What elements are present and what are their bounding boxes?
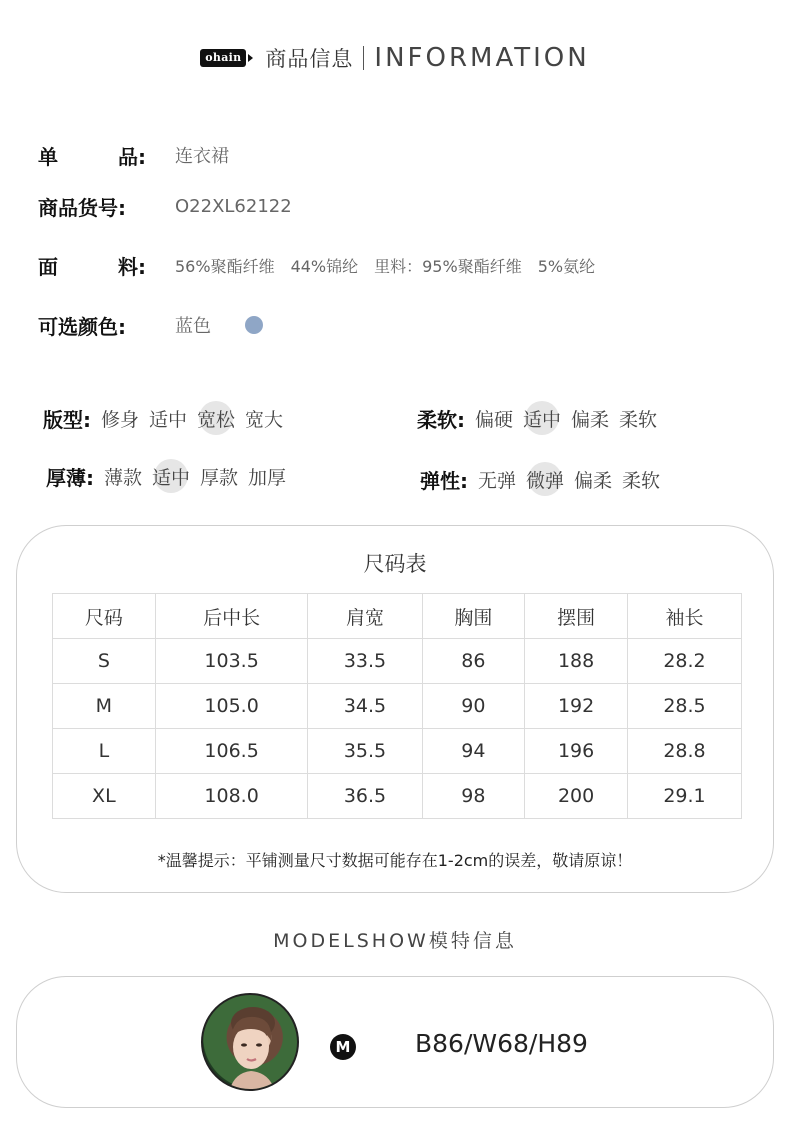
table-cell: 200 (525, 774, 628, 819)
table-header-cell: 胸围 (422, 594, 525, 639)
table-cell: 28.5 (627, 684, 741, 729)
color-swatch[interactable] (245, 316, 263, 334)
softness-option: 偏柔 (571, 408, 610, 431)
table-header-cell: 肩宽 (308, 594, 422, 639)
fabric-label-part: 面 (38, 254, 58, 279)
info-row-fabric (38, 250, 595, 280)
table-cell: S (53, 639, 156, 684)
info-row-color (38, 310, 263, 340)
table-cell: 29.1 (627, 774, 741, 819)
table-cell: 103.5 (155, 639, 308, 684)
table-cell: 192 (525, 684, 628, 729)
color-value: 蓝色 (175, 316, 211, 337)
section-header-information (0, 38, 790, 78)
item-label-part: 单 (38, 144, 58, 169)
model-info-panel (16, 976, 774, 1108)
table-row (53, 729, 742, 774)
table-cell: M (53, 684, 156, 729)
elasticity-option: 偏柔 (574, 469, 613, 492)
table-cell: 90 (422, 684, 525, 729)
table-cell: 94 (422, 729, 525, 774)
fit-option: 修身 (101, 408, 140, 431)
brand-logo-text: ohain (200, 49, 246, 67)
table-header-cell: 袖长 (627, 594, 741, 639)
info-row-sku (38, 191, 292, 221)
fit-label: 版型: (43, 407, 91, 432)
thickness-option: 适中 (152, 463, 190, 490)
elasticity-label: 弹性: (420, 468, 468, 493)
model-measurements: B86/W68/H89 (415, 1029, 588, 1058)
table-header-cell: 尺码 (53, 594, 156, 639)
measurement-tip: *温馨提示：平铺测量尺寸数据可能存在1-2cm的误差，敬请原谅！ (157, 851, 633, 870)
elasticity-option: 无弹 (478, 469, 517, 492)
softness-option: 偏硬 (475, 408, 514, 431)
table-cell: 28.8 (627, 729, 741, 774)
attr-row-elasticity (420, 464, 670, 494)
table-cell: 33.5 (308, 639, 422, 684)
color-label: 可选颜色: (38, 314, 126, 339)
fabric-value: 56%聚酯纤维 44%锦纶 里料：95%聚酯纤维 5%氨纶 (175, 256, 596, 276)
table-header-cell: 后中长 (155, 594, 308, 639)
thickness-option: 加厚 (248, 466, 287, 489)
softness-option: 适中 (523, 405, 561, 432)
sku-value: O22XL62122 (175, 195, 292, 217)
size-chart-table (52, 593, 742, 819)
table-row (53, 639, 742, 684)
elasticity-option: 柔软 (622, 469, 661, 492)
table-cell: 36.5 (308, 774, 422, 819)
attr-row-thickness (46, 461, 296, 491)
attr-row-fit (43, 403, 293, 433)
table-cell: 108.0 (155, 774, 308, 819)
table-cell: 98 (422, 774, 525, 819)
table-cell: 28.2 (627, 639, 741, 684)
item-label-part: 品: (118, 144, 146, 169)
softness-label: 柔软: (417, 407, 465, 432)
table-cell: 188 (525, 639, 628, 684)
thickness-option: 厚款 (200, 466, 239, 489)
softness-option: 柔软 (619, 408, 658, 431)
elasticity-option: 微弹 (526, 466, 564, 493)
brand-logo (200, 49, 253, 67)
size-chart-title: 尺码表 (363, 552, 427, 576)
table-cell: 196 (525, 729, 628, 774)
sku-label: 商品货号: (38, 195, 126, 220)
attr-row-softness (417, 403, 667, 433)
table-row (53, 684, 742, 729)
table-header-cell: 摆围 (525, 594, 628, 639)
info-row-item (38, 140, 229, 170)
model-size-badge: M (330, 1034, 356, 1060)
header-divider (363, 46, 364, 70)
thickness-option: 薄款 (104, 466, 143, 489)
thickness-label: 厚薄: (46, 465, 94, 490)
table-row (53, 774, 742, 819)
table-cell: 35.5 (308, 729, 422, 774)
item-value: 连衣裙 (175, 146, 229, 167)
header-title-cn: 商品信息 (265, 47, 354, 71)
table-header-row (53, 594, 742, 639)
size-chart-panel (16, 525, 774, 893)
fit-option: 适中 (149, 408, 188, 431)
table-cell: 86 (422, 639, 525, 684)
table-cell: 34.5 (308, 684, 422, 729)
fit-option: 宽大 (245, 408, 284, 431)
fabric-label-part: 料: (118, 254, 146, 279)
table-cell: L (53, 729, 156, 774)
table-cell: 106.5 (155, 729, 308, 774)
model-avatar[interactable] (201, 993, 299, 1091)
model-portrait-icon (203, 995, 299, 1091)
table-cell: 105.0 (155, 684, 308, 729)
fit-option: 宽松 (197, 405, 235, 432)
play-arrow-icon (248, 54, 253, 62)
model-section-title: MODELSHOW模特信息 (273, 930, 517, 952)
fabric-label (38, 251, 146, 280)
header-title-en: INFORMATION (374, 43, 590, 73)
table-cell: XL (53, 774, 156, 819)
item-label (38, 141, 146, 170)
